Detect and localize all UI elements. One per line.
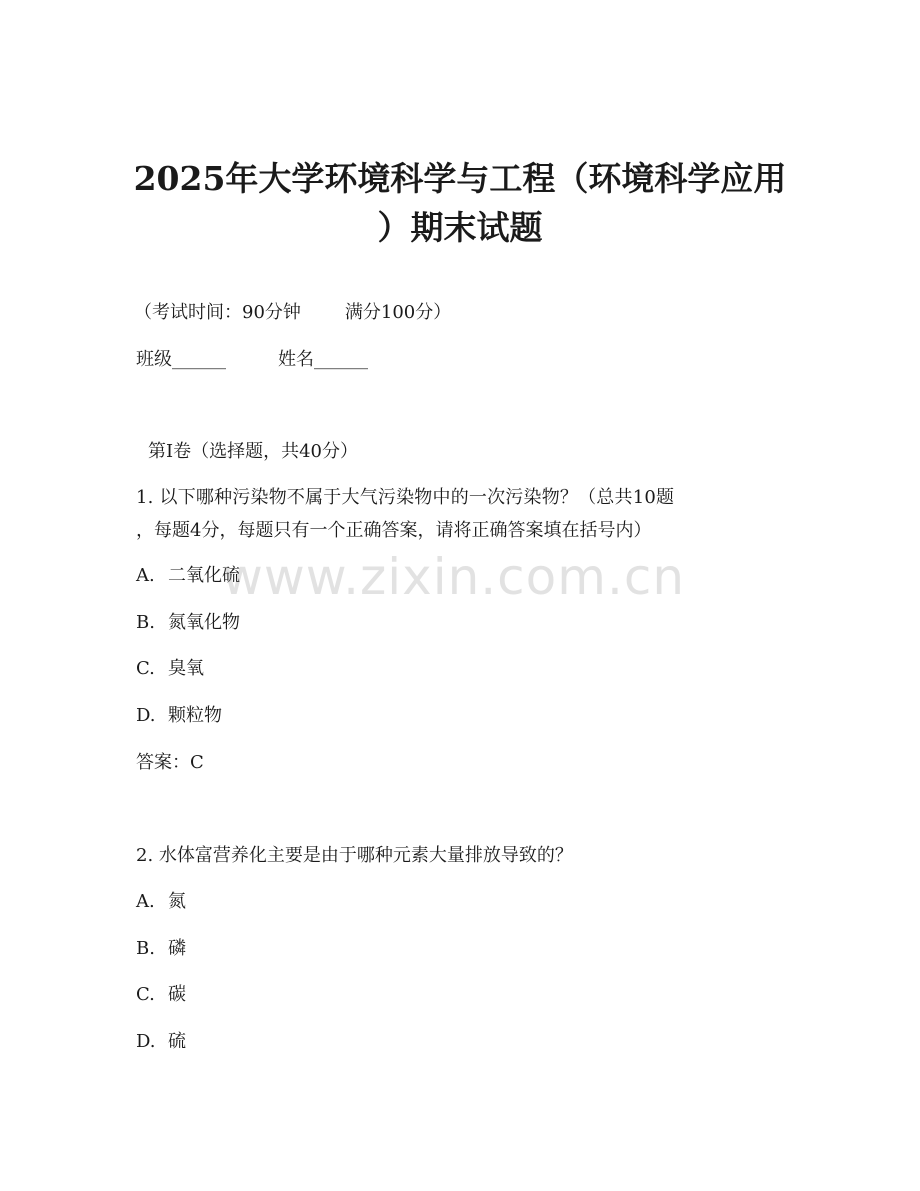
question-1-option-a bbox=[136, 563, 240, 589]
option-text: 磷 bbox=[168, 938, 186, 959]
option-letter: A. bbox=[136, 565, 155, 586]
option-letter: A. bbox=[136, 891, 155, 912]
option-letter: B. bbox=[136, 938, 155, 959]
question-1-answer: 答案：C bbox=[136, 752, 204, 773]
option-letter: C. bbox=[136, 658, 155, 679]
student-info bbox=[136, 347, 368, 373]
option-text: 碳 bbox=[168, 984, 186, 1005]
option-letter: D. bbox=[136, 1031, 156, 1052]
option-text: 臭氧 bbox=[168, 658, 204, 679]
question-2-option-d bbox=[136, 1029, 186, 1055]
question-1-option-b bbox=[136, 610, 240, 636]
name-field: 姓名______ bbox=[278, 349, 368, 370]
option-text: 二氧化硫 bbox=[168, 565, 240, 586]
question-2-option-c bbox=[136, 982, 186, 1008]
class-field: 班级______ bbox=[136, 349, 226, 370]
option-letter: C. bbox=[136, 984, 155, 1005]
option-letter: D. bbox=[136, 705, 156, 726]
option-letter: B. bbox=[136, 612, 155, 633]
option-text: 氮氧化物 bbox=[168, 612, 240, 633]
exam-title-line-1: 2025年大学环境科学与工程（环境科学应用 bbox=[133, 159, 787, 198]
question-1-text-continued: ，每题4分，每题只有一个正确答案，请将正确答案填在括号内） bbox=[136, 520, 652, 541]
question-2-option-a bbox=[136, 889, 186, 915]
question-2-text: 2. 水体富营养化主要是由于哪种元素大量排放导致的？ bbox=[136, 845, 573, 866]
exam-info bbox=[134, 300, 451, 326]
question-1-option-c bbox=[136, 656, 204, 682]
option-text: 硫 bbox=[168, 1031, 186, 1052]
option-text: 氮 bbox=[168, 891, 186, 912]
section-heading: 第I卷（选择题，共40分） bbox=[148, 441, 359, 462]
exam-time: （考试时间：90分钟 bbox=[134, 302, 301, 323]
question-2-option-b bbox=[136, 936, 186, 962]
option-text: 颗粒物 bbox=[168, 705, 222, 726]
question-1-option-d bbox=[136, 703, 222, 729]
question-1-text: 1. 以下哪种污染物不属于大气污染物中的一次污染物？（总共10题 bbox=[136, 487, 675, 508]
exam-title-line-2: ）期末试题 bbox=[377, 208, 543, 247]
watermark: www.zixin.com.cn bbox=[222, 548, 686, 606]
exam-score: 满分100分） bbox=[344, 302, 452, 323]
